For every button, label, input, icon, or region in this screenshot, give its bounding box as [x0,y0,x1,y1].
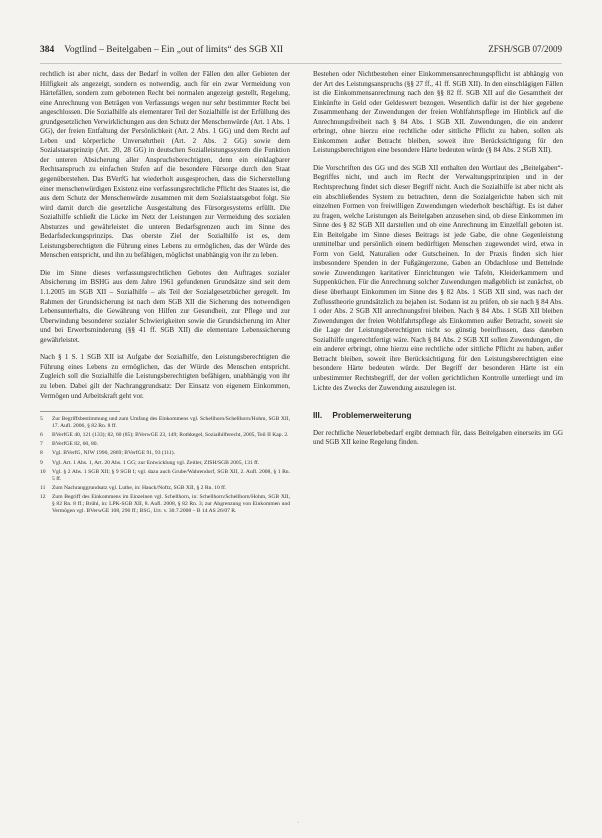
left-column [40,70,290,517]
running-header [40,44,562,64]
body-paragraph: rechtlich ist aber nicht, dass der Bedarf in vollen der Fällen den aller Gebieten der Hilfigkeit als angezeigt, sondern es notwendig, auch für ein zwar Vermeidung von Härtefällen, sondern zum gebotenen Recht bei normalen angezeigt gestellt, Regelung, eine Anrechnung von Beträgen von Verfassungs wegen nur sehr bestimmter Recht bei angeschlossen. Die Sozialhilfe als elementarer Teil der Sozialhilfe ist der Erfüllung des grundgesetzlichen Verwirklichungen aus den Schutz der Menschenwürde (Art. 1 Abs. 1 GG), der freien Entfaltung der Persönlichkeit (Art. 2 Abs. 1 GG) und dem Recht auf Leben und körperliche Unversehrtheit (Art. 2 Abs. 2 GG) sowie dem Sozialstaatsprinzip (Art. 20, 28 GG) in deutschen Sozialleistungssystem die Funktion der unteren Absicherung aller Anspruchsberechtigten, denn ein einklagbarer Rechtsanspruch zu einfachen Stufen auf die besondere Fürsorge durch den Staat gegenüberstehen. Das BVerfG hat wiederholt ausgesprochen, dass die Sicherstellung einer menschenwürdigen Existenz eine verfassungsrechtliche Pflicht des Staates ist, die aus dem Schutz der Menschenwürde zusammen mit dem Sozialstaatsgebot folgt. Sie wird damit durch die gesetzliche Ausgestaltung des Fürsorgesystems erfüllt. Die Sozialhilfe schließt die Lücke im Netz der Leistungen zur Vermeidung des sozialen Absturzes und gewährleistet die unteren Bedarfsgrenzen auch im Sinne des Bedarfsdeckungsprinzips. Das oberste Ziel der Sozialhilfe ist es, dem Leistungsberechtigten die Führung eines Lebens zu ermöglichen, das der Würde des Menschen entspricht, und ihn zu befähigen, möglichst unabhängig von ihr zu leben. [40,70,290,260]
footnote-text: BVerfGE 82, 60, 80. [52,441,98,448]
footnotes [40,416,290,515]
footnote [40,494,290,515]
footnote-number: 11 [40,484,46,491]
footnote-text: Zum Begriff des Einkommens im Einzelnen vgl. Schellhorn, in: Schellhorn/Schellhorn/Hohm, SGB XII, § 82 Rn. 8 ff.; Brühl, in: LPK-SGB XII, 8. Aufl. 2008, § 82 Rn. 3; zur Abgrenzung von Einkommen und Vermögen vgl. BVerwGE 108, 296 ff.; BSG, Urt. v. 30.7.2008 – B 14 AS 26/07 R. [52,493,290,515]
footnote-number: 8 [40,450,43,457]
footnote-number: 10 [40,468,46,475]
footnote [40,441,290,448]
right-column [313,70,563,456]
body-paragraph: Der rechtliche Neuerlebebedarf ergibt demnach für, dass Beitelgaben einerseits im GG und SGB XII keine Regelung finden. [313,428,563,447]
section-number: III. [313,411,323,421]
journal-citation: ZFSH/SGB 07/2009 [488,44,562,54]
footnote [40,469,290,483]
body-paragraph: Bestehen oder Nichtbestehen einer Einkommensanrechnungspflicht ist abhängig von der Art des Leistungsanspruchs (§§ 27 ff., 41 ff. SGB XII). In den einschlägigen Fällen ist die Einkommensanrechnung nach den §§ 82 ff. SGB XII auf die Gesamtheit der Einkünfte in Geld oder Geldeswert bezogen. Wesentlich dafür ist der hier gegebene Zusammenhang der Zuwendungen der freien Wohlfahrtspflege im Hinblick auf die Anrechnungsfreiheit nach § 84 Abs. 1 SGB XII. Zuwendungen, die ein anderer erbringt, ohne hierzu eine rechtliche oder sittliche Pflicht zu haben, sollen als Einkommen außer Betracht bleiben, soweit ihre Berücksichtigung für den Leistungsberechtigten eine besondere Härte bedeuten würde (§ 84 Abs. 2 SGB XII). [313,70,563,155]
footnote-number: 5 [40,416,43,423]
footnote-number: 7 [40,441,43,448]
footnote-text: Vgl. § 2 Abs. 1 SGB XII; § 9 SGB I; vgl. dazu auch Grube/Wahrendorf, SGB XII, 2. Aufl. 2008, § 1 Rn. 5 ff. [52,468,290,482]
footnote [40,460,290,467]
footnote [40,485,290,492]
page-number: 384 [40,45,55,55]
footnote-number: 9 [40,459,43,466]
body-paragraph: Nach § 1 S. 1 SGB XII ist Aufgabe der Sozialhilfe, den Leistungsberechtigten die Führung eines Lebens zu ermöglichen, das der Würde des Menschen entspricht. Zugleich soll die Sozialhilfe die Leistungsberechtigten befähigen, unabhängig von ihr zu leben. Dabei gilt der Nachranggrundsatz: Der Einsatz von eigenem Einkommen, Vermögen und Arbeitskraft geht vor. [40,353,290,400]
footnote-text: Vgl. BVerfG, NJW 1990, 2869; BVerfGE 91, 93 (111). [52,450,175,457]
running-title: Vogtlind – Beitelgaben – Ein „out of limits“ des SGB XII [64,45,284,55]
footnote-divider [40,411,120,412]
footnote-text: Zum Nachranggrundsatz vgl. Luthe, in: Hauck/Noftz, SGB XII, § 2 Rn. 10 ff. [52,484,227,491]
body-paragraph: Die Vorschriften des GG und des SGB XII enthalten den Wortlaut des „Beitelgaben“-Begriffes nicht, und auch im Recht der Verwaltungsprinzipien und in der Rechtsprechung findet sich dieser Begriff nicht. Auch die Sozialhilfe ist aber nicht als ein abschließendes System zu betrachten, denn die Sozialgerichte haben sich mit einzelnen Formen von freiwilligen Zuwendungen wiederholt beschäftigt. Es ist daher zu fragen, welche Leistungen als Beitelgaben anzusehen sind, ob diese Einkommen im Sinne des § 82 SGB XII darstellen und ob eine Anrechnung im Einzelfall geboten ist. Ein Beitelgabe im Sinne dieses Beitrags ist jede Gabe, die ohne Gegenleistung unmittelbar und persönlich einem bedürftigen Menschen zugewendet wird, etwa in Form von Geld, Naturalien oder Gutscheinen. In der Praxis finden sich hier insbesondere Spenden in der Fußgängerzone, Gaben an Obdachlose und Bettelnde sowie Zuwendungen karitativer Einrichtungen wie Tafeln, Kleiderkammern und Suppenküchen. Für die Anrechnung solcher Zuwendungen maßgeblich ist zunächst, ob diese überhaupt Einkommen im Sinne des § 82 Abs. 1 SGB XII sind, was nach der Zuflusstheorie grundsätzlich zu bejahen ist. Sodann ist zu prüfen, ob sie nach § 84 Abs. 1 oder Abs. 2 SGB XII anrechnungsfrei bleiben. Nach § 84 Abs. 1 SGB XII bleiben Zuwendungen der freien Wohlfahrtspflege als Einkommen außer Betracht, soweit sie die Lage der Leistungsberechtigten nicht so günstig beeinflussen, dass daneben Sozialhilfe ungerechtfertigt wäre. Nach § 84 Abs. 2 SGB XII sollen Zuwendungen, die ein anderer erbringt, ohne hierzu eine rechtliche oder sittliche Pflicht zu haben, außer Betracht bleiben, soweit ihre Berücksichtigung für den Leistungsberechtigten eine besondere Härte bedeuten würde. Der Begriff der besonderen Härte ist ein unbestimmter Rechtsbegriff, der der vollen gerichtlichen Kontrolle unterliegt und im Lichte des Zwecks der Zuwendung auszulegen ist. [313,163,563,392]
section-heading [313,411,563,421]
body-paragraph: Die im Sinne dieses verfassungsrechtlichen Gebotes den Auftrages sozialer Absicherung im BSHG aus dem Jahre 1961 gefundenen Grundsätze sind seit dem 1.1.2005 im SGB XII – Sozialhilfe – als Teil der Sozialgesetzbücher geregelt. Im Rahmen der Grundsicherung ist nach dem SGB XII die Sicherung des notwendigen Lebensunterhalts, die Gewährung von Hilfen zur Gesundheit, zur Pflege und zur Überwindung besonderer sozialer Schwierigkeiten sowie die Grundsicherung im Alter und bei Erwerbsminderung (§§ 41 ff. SGB XII) die elementare Lebenssicherung gewährleistet. [40,268,290,344]
footnote-number: 12 [40,493,46,500]
footnote-text: Zur Begriffsbestimmung und zum Umfang des Einkommens vgl. Schellhorn/Schellhorn/Hohm, SGB XII, 17. Aufl. 2006, § 82 Rn. 8 ff. [52,416,290,430]
page-footer-mark: · [297,820,299,826]
footnote-text: BVerfGE 40, 121 (133); 82, 60 (85); BVerwGE 23, 149; Rothkegel, Sozialhilferecht, 2005, Teil II Kap. 2. [52,432,289,439]
section-title: Problemerweiterung [332,411,412,421]
footnote [40,450,290,457]
footnote [40,432,290,439]
footnote-number: 6 [40,432,43,439]
footnote [40,416,290,430]
footnote-text: Vgl. Art. 1 Abs. 1, Art. 20 Abs. 1 GG; zur Entwicklung vgl. Zeitler, ZfSH/SGB 2005, 131 ff. [52,459,260,466]
